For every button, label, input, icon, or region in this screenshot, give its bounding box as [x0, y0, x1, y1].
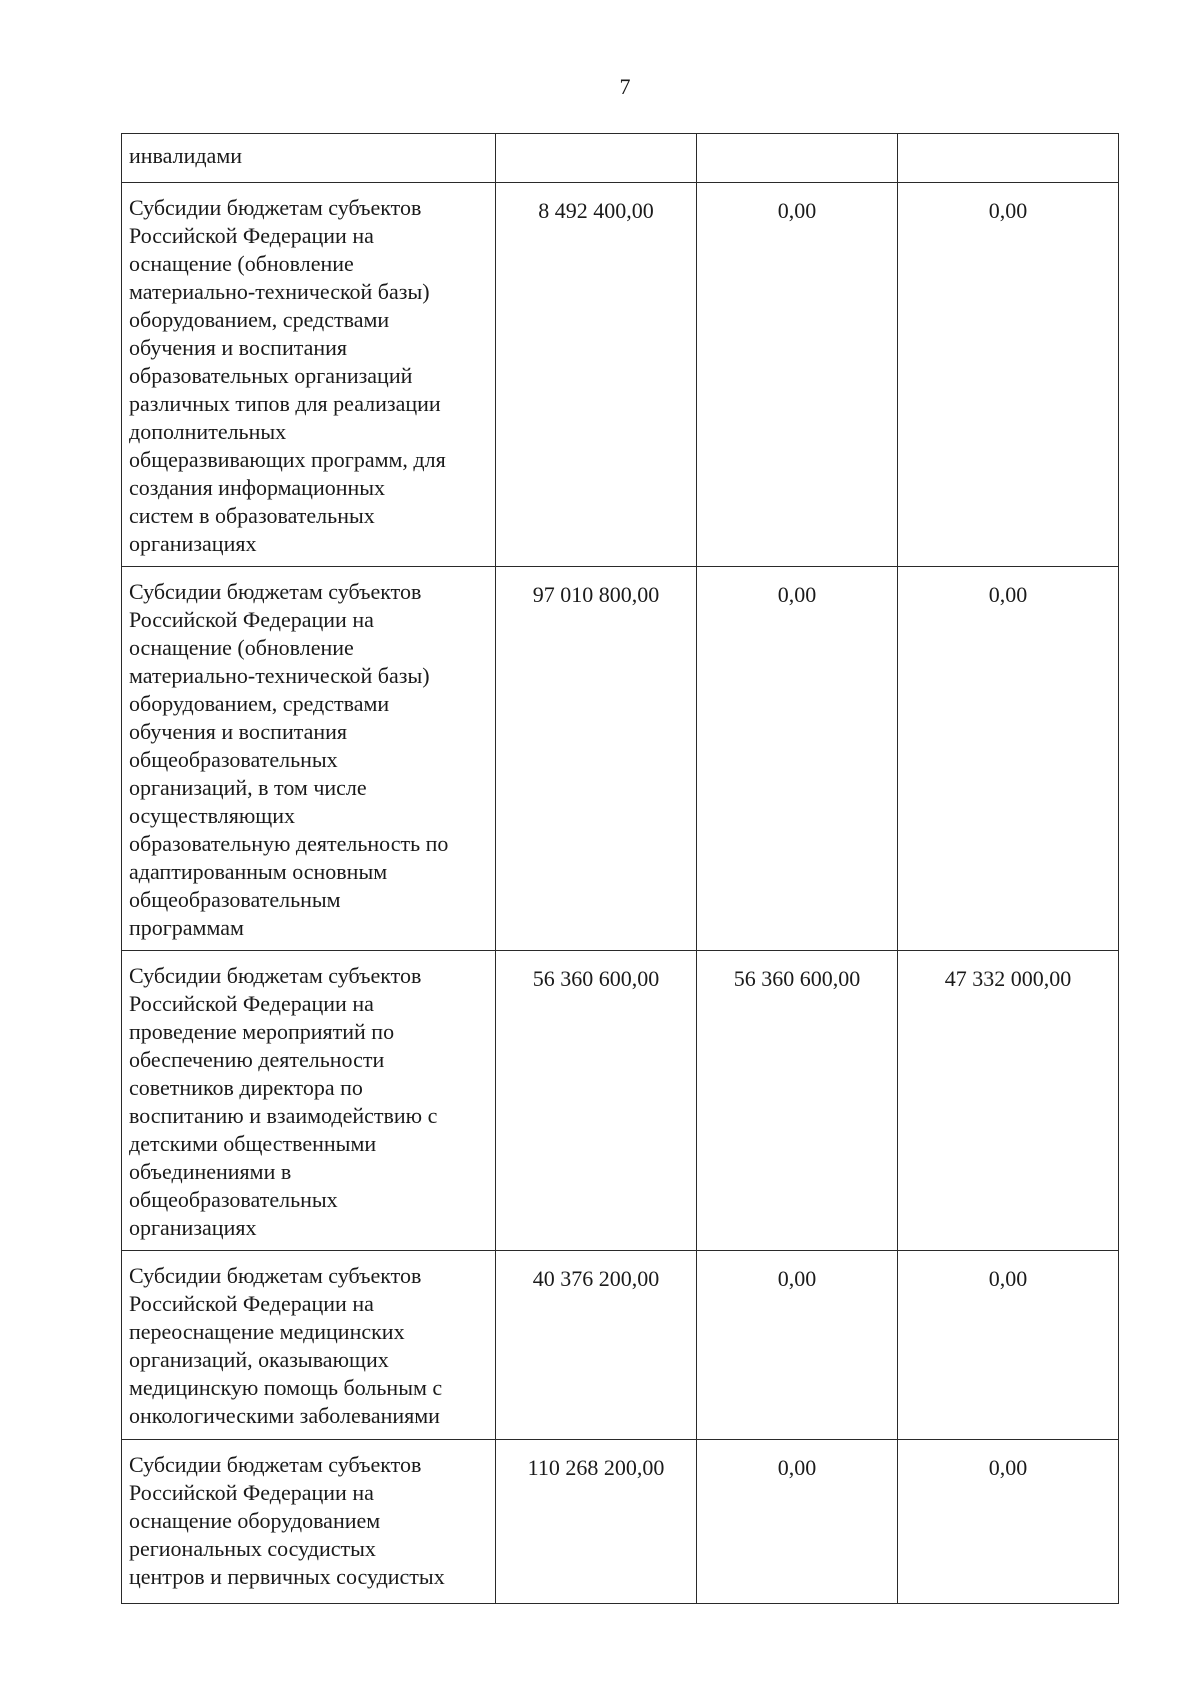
description-line: Субсидии бюджетам субъектов — [129, 579, 422, 604]
value-2025: 0,00 — [697, 1251, 898, 1440]
description-line: дополнительных — [129, 419, 287, 444]
description-line: проведение мероприятий по — [129, 1019, 395, 1044]
table-row — [122, 134, 1119, 183]
description-line: организациях — [129, 531, 257, 556]
table-row — [122, 567, 1119, 951]
description-line: онкологическими заболеваниями — [129, 1403, 440, 1428]
value-2026: 0,00 — [898, 183, 1119, 567]
description-line: Российской Федерации на — [129, 1480, 374, 1505]
description-line: переоснащение медицинских — [129, 1319, 405, 1344]
description-line: образовательную деятельность по — [129, 831, 449, 856]
value-2025: 0,00 — [697, 183, 898, 567]
description-line: оборудованием, средствами — [129, 307, 390, 332]
value-2024 — [496, 134, 697, 183]
row-description — [122, 567, 496, 951]
value-2024: 110 268 200,00 — [496, 1440, 697, 1604]
description-line: обеспечению деятельности — [129, 1047, 385, 1072]
row-description — [122, 1440, 496, 1604]
description-line: оснащение (обновление — [129, 251, 354, 276]
table-row — [122, 1440, 1119, 1604]
description-line: оснащение (обновление — [129, 635, 354, 660]
description-line: различных типов для реализации — [129, 391, 441, 416]
value-2024: 8 492 400,00 — [496, 183, 697, 567]
description-line: общеобразовательных — [129, 1187, 338, 1212]
description-line: оснащение оборудованием — [129, 1508, 381, 1533]
value-2024: 56 360 600,00 — [496, 951, 697, 1251]
value-2026: 47 332 000,00 — [898, 951, 1119, 1251]
value-2026: 0,00 — [898, 567, 1119, 951]
description-line: создания информационных — [129, 475, 386, 500]
description-line: медицинскую помощь больным с — [129, 1375, 443, 1400]
description-line: материально-технической базы) — [129, 663, 430, 688]
description-line: инвалидами — [129, 143, 243, 168]
row-description — [122, 1251, 496, 1440]
description-line: обучения и воспитания — [129, 719, 348, 744]
description-line: региональных сосудистых — [129, 1536, 376, 1561]
description-line: общеобразовательных — [129, 747, 338, 772]
description-line: оборудованием, средствами — [129, 691, 390, 716]
table-row — [122, 951, 1119, 1251]
description-line: детскими общественными — [129, 1131, 377, 1156]
description-line: воспитанию и взаимодействию с — [129, 1103, 438, 1128]
description-line: организаций, в том числе — [129, 775, 367, 800]
value-2026 — [898, 134, 1119, 183]
value-2025: 0,00 — [697, 1440, 898, 1604]
description-line: Российской Федерации на — [129, 607, 374, 632]
description-line: советников директора по — [129, 1075, 363, 1100]
table-row — [122, 1251, 1119, 1440]
description-line: систем в образовательных — [129, 503, 375, 528]
description-line: программам — [129, 915, 244, 940]
description-line: общеобразовательным — [129, 887, 341, 912]
value-2025 — [697, 134, 898, 183]
description-line: общеразвивающих программ, для — [129, 447, 446, 472]
value-2024: 97 010 800,00 — [496, 567, 697, 951]
description-line: материально-технической базы) — [129, 279, 430, 304]
description-line: объединениями в — [129, 1159, 292, 1184]
value-2025: 0,00 — [697, 567, 898, 951]
description-line: организаций, оказывающих — [129, 1347, 389, 1372]
value-2025: 56 360 600,00 — [697, 951, 898, 1251]
description-line: Российской Федерации на — [129, 1291, 374, 1316]
description-line: Субсидии бюджетам субъектов — [129, 1452, 422, 1477]
description-line: Российской Федерации на — [129, 223, 374, 248]
description-line: организациях — [129, 1215, 257, 1240]
description-line: Субсидии бюджетам субъектов — [129, 963, 422, 988]
description-line: Субсидии бюджетам субъектов — [129, 195, 422, 220]
description-line: Российской Федерации на — [129, 991, 374, 1016]
row-description — [122, 183, 496, 567]
description-line: адаптированным основным — [129, 859, 388, 884]
row-description — [122, 134, 496, 183]
value-2026: 0,00 — [898, 1440, 1119, 1604]
page-number: 7 — [619, 74, 631, 99]
budget-table-body — [122, 134, 1119, 1604]
budget-table — [121, 133, 1119, 1604]
description-line: Субсидии бюджетам субъектов — [129, 1263, 422, 1288]
description-line: образовательных организаций — [129, 363, 413, 388]
description-line: обучения и воспитания — [129, 335, 348, 360]
description-line: центров и первичных сосудистых — [129, 1564, 445, 1589]
value-2024: 40 376 200,00 — [496, 1251, 697, 1440]
description-line: осуществляющих — [129, 803, 295, 828]
table-row — [122, 183, 1119, 567]
row-description — [122, 951, 496, 1251]
value-2026: 0,00 — [898, 1251, 1119, 1440]
